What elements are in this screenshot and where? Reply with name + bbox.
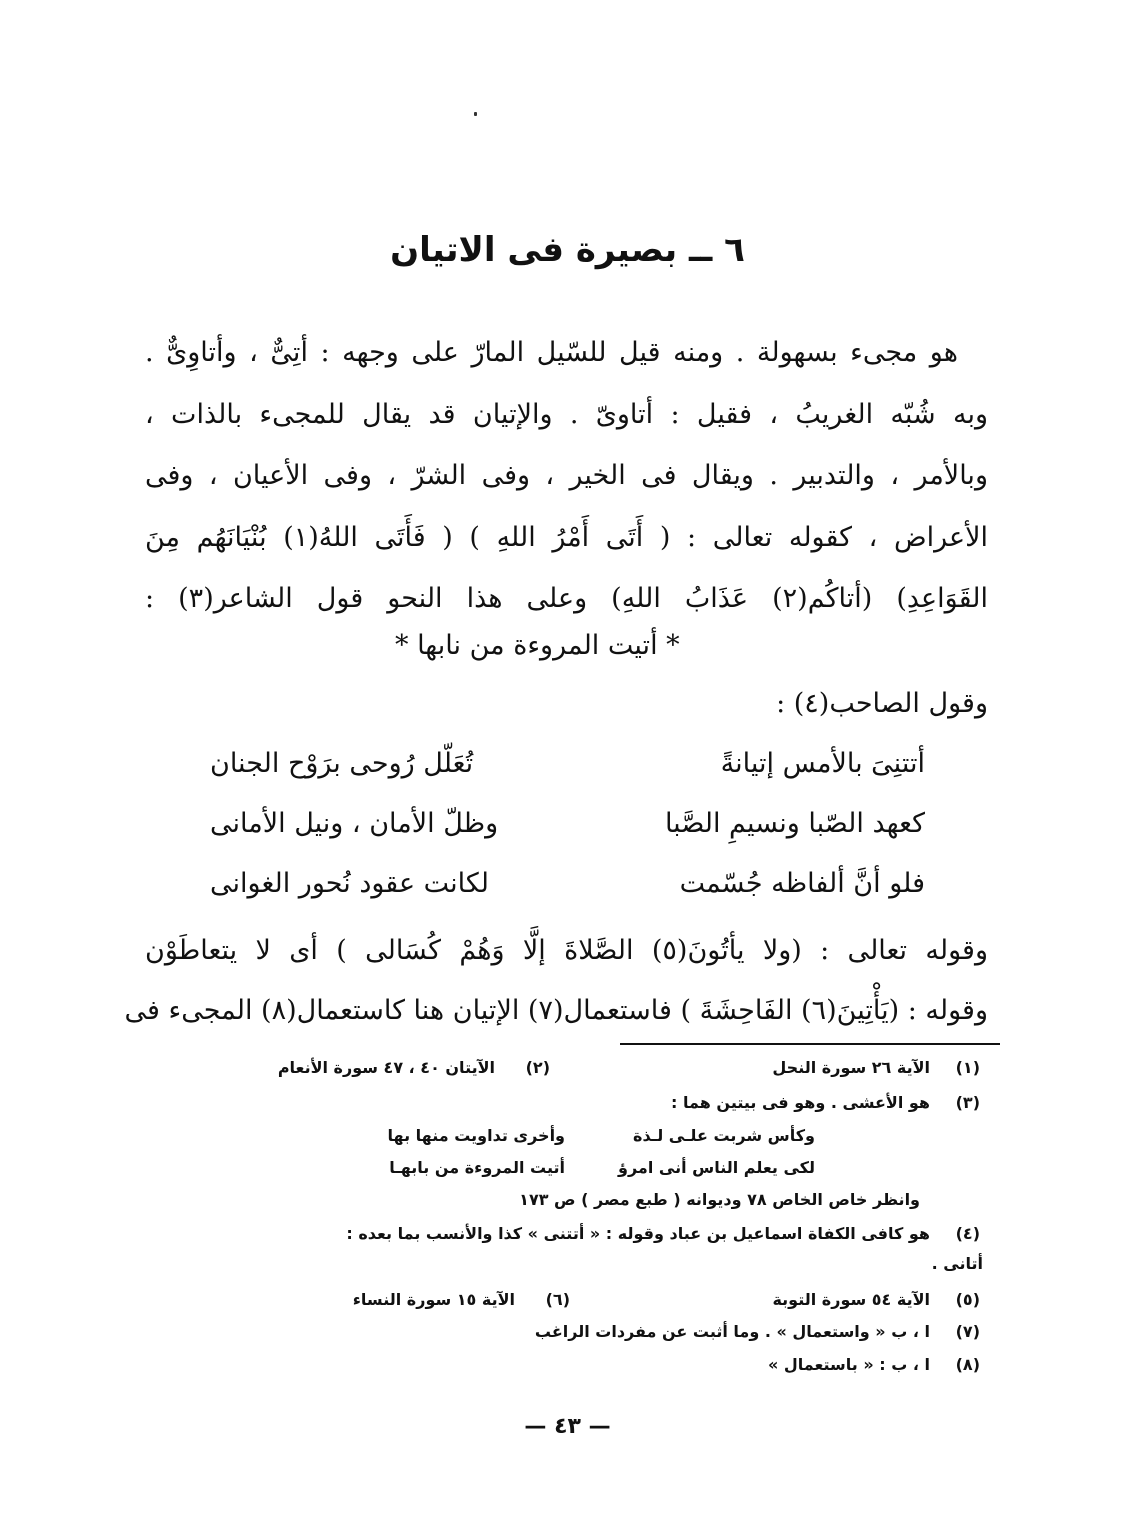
footnote-verse: وأخرى تداويت منها بها [387, 1126, 565, 1145]
footnote-number: (٥) [955, 1290, 980, 1309]
footnote-text: الآيتان ٤٠ ، ٤٧ سورة الأنعام [277, 1058, 495, 1077]
verse-second-hemistich: وظلّ الأمان ، ونيل الأمانى [210, 808, 499, 839]
verse-second-hemistich: تُعَلّل رُوحى برَوْح الجنان [210, 748, 474, 779]
poetry-quote: * أتيت المروءة من نابها * [395, 630, 680, 661]
footnote-text: ا ، ب « واستعمال » . وما أثبت عن مفردات الراغب [534, 1322, 930, 1341]
footnote-number: (١) [955, 1058, 980, 1077]
footnote-text: هو الأعشى . وهو فى بيتين هما : [671, 1093, 930, 1112]
paragraph-line: الأعراض ، كقوله تعالى : ( أَتَى أَمْرُ اللهِ ) ( فَأَتَى اللهُ(١) بُنْيَانَهُم مِنَ [145, 521, 988, 553]
chapter-title: ٦ ــ بصيرة فى الاتيان [390, 230, 745, 270]
footnote-text: الآية ٢٦ سورة النحل [772, 1058, 930, 1077]
footnote-text: الآية ١٥ سورة النساء [352, 1290, 515, 1309]
footnote-text: ا ، ب : « باستعمال » [767, 1355, 930, 1374]
paragraph-line: القَوَاعِدِ) (أتاكُم(٢) عَذَابُ اللهِ) وعلى هذا النحو قول الشاعر(٣) : [145, 583, 988, 614]
footnote-text: هو كافى الكفاة اسماعيل بن عباد وقوله : « أتتنى » كذا والأنسب بما بعده : [346, 1224, 930, 1243]
ink-speck [474, 112, 477, 116]
verse-first-hemistich: أتتنِىَ بالأمس إتيانةً [720, 748, 925, 779]
footnote-separator [620, 1043, 1000, 1045]
paragraph-line: وقوله : (يَأْتِينَ(٦) الفَاحِشَةَ ) فاستعمال(٧) الإتيان هنا كاستعمال(٨) المجىء فى [124, 995, 988, 1026]
footnote-text: وانظر خاص الخاص ٧٨ وديوانه ( طبع مصر ) ص ١٧٣ [519, 1190, 920, 1209]
verse-first-hemistich: كعهد الصّبا ونسيمِ الصَّبا [664, 808, 925, 839]
footnote-number: (٣) [955, 1093, 980, 1112]
footnote-verse: لكى يعلم الناس أنى امرؤ [618, 1158, 815, 1177]
sahib-intro: وقول الصاحب(٤) : [776, 688, 988, 719]
footnote-number: (٢) [525, 1058, 550, 1077]
footnote-number: (٨) [955, 1355, 980, 1374]
paragraph-line: هو مجىء بسهولة . ومنه قيل للسّيل المارّ على وجهه : أتِىٌّ ، وأتاوِىٌّ . [145, 337, 958, 368]
footnote-number: (٦) [545, 1290, 570, 1309]
footnote-verse: أتيت المروءة من بابهـا [389, 1158, 565, 1177]
paragraph-line: وبه شُبّه الغريبُ ، فقيل : أتاوىّ . والإتيان قد يقال للمجىء بالذات ، [145, 398, 988, 430]
main-paragraph [145, 322, 988, 630]
page-number: — ٤٣ — [524, 1414, 611, 1439]
paragraph-line: وقوله تعالى : (ولا يأتُونَ(٥) الصَّلاةَ إلَّا وَهُمْ كُسَالى ) أى لا يتعاطَوْن [145, 935, 988, 966]
verse-second-hemistich: لكانت عقود نُحور الغوانى [210, 868, 490, 899]
footnote-verse: وكأس شربت علـى لـذة [633, 1126, 815, 1145]
footnote-text: أتانى . [931, 1254, 983, 1273]
footnote-number: (٧) [955, 1322, 980, 1341]
verse-first-hemistich: فلو أنَّ ألفاظه جُسّمت [679, 868, 925, 899]
paragraph-line: وبالأمر ، والتدبير . ويقال فى الخير ، وفى الشرّ ، وفى الأعيان ، وفى [145, 460, 988, 491]
footnote-text: الآية ٥٤ سورة التوبة [772, 1290, 930, 1309]
footnote-number: (٤) [955, 1224, 980, 1243]
